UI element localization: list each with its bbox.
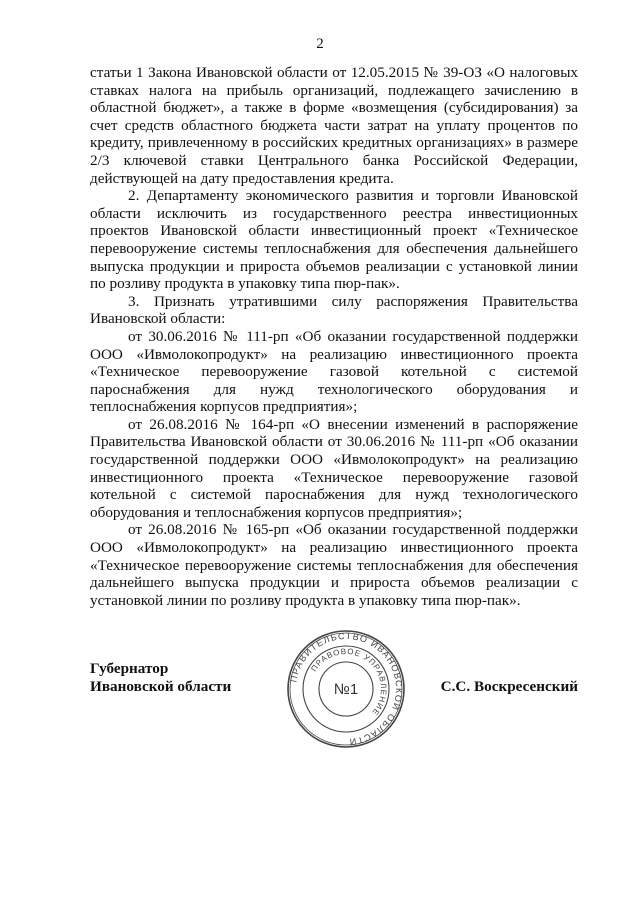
signatory-name: С.С. Воскресенский [440,678,578,695]
page-number: 2 [316,36,324,52]
paragraph-continuation: статьи 1 Закона Ивановской области от 12.05.2015 № 39-ОЗ «О налоговых ставках налога на прибыль организаций, подлежащего зачислению в областной бюджет», а также в форме «возмещения (субсидирования) за счет средств областного бюджета части затрат на уплату процентов по кредиту, привлеченному в российских кредитных организациях» в размере 2/3 ключевой ставки Центрального банка Российской Федерации, действующей на дату предоставления кредита. [90,64,578,187]
official-stamp [285,628,407,750]
signatory-title-line2: Ивановской области [90,678,232,695]
paragraph-item-2: 2. Департаменту экономического развития и торговли Ивановской области исключить из государственного реестра инвестиционных проектов Ивановской области инвестиционный проект «Техническое перевооружение системы теплоснабжения для обеспечения дальнейшего выпуска продукции и прироста объемов реализации с установкой линии по розливу продукта в упаковку типа пюр-пак». [90,187,578,293]
paragraph-order-164: от 26.08.2016 № 164-рп «О внесении изменений в распоряжение Правительства Ивановской области от 30.06.2016 № 111-рп «Об оказании государственной поддержки ООО «Ивмолокопродукт» на реализацию инвестиционного проекта «Техническое перевооружение газовой котельной с системой пароснабжения для нужд технологического оборудования и теплоснабжения корпусов предприятия»; [90,415,578,521]
document-body [90,64,578,609]
paragraph-order-165: от 26.08.2016 № 165-рп «Об оказании государственной поддержки ООО «Ивмолокопродукт» на реализацию инвестиционного проекта «Техническое перевооружение системы теплоснабжения для обеспечения дальнейшего выпуска продукции и прироста объемов реализации с установкой линии по розливу продукта в упаковку типа пюр-пак». [90,521,578,609]
stamp-outer-text: ПРАВИТЕЛЬСТВО ИВАНОВСКОЙ ОБЛАСТИ [288,630,405,748]
paragraph-item-3: 3. Признать утратившими силу распоряжения Правительства Ивановской области: [90,292,578,328]
signatory-title-line1: Губернатор [90,660,169,677]
stamp-number: №1 [333,681,359,698]
stamp-inner-text: ПРАВОВОЕ УПРАВЛЕНИЕ [309,646,389,718]
paragraph-order-111: от 30.06.2016 № 111-рп «Об оказании государственной поддержки ООО «Ивмолокопродукт» на реализацию инвестиционного проекта «Техническое перевооружение газовой котельной с системой пароснабжения для нужд технологического оборудования и теплоснабжения корпусов предприятия»; [90,327,578,416]
signatory-title [90,660,231,696]
stamp-seal-icon [285,628,407,750]
